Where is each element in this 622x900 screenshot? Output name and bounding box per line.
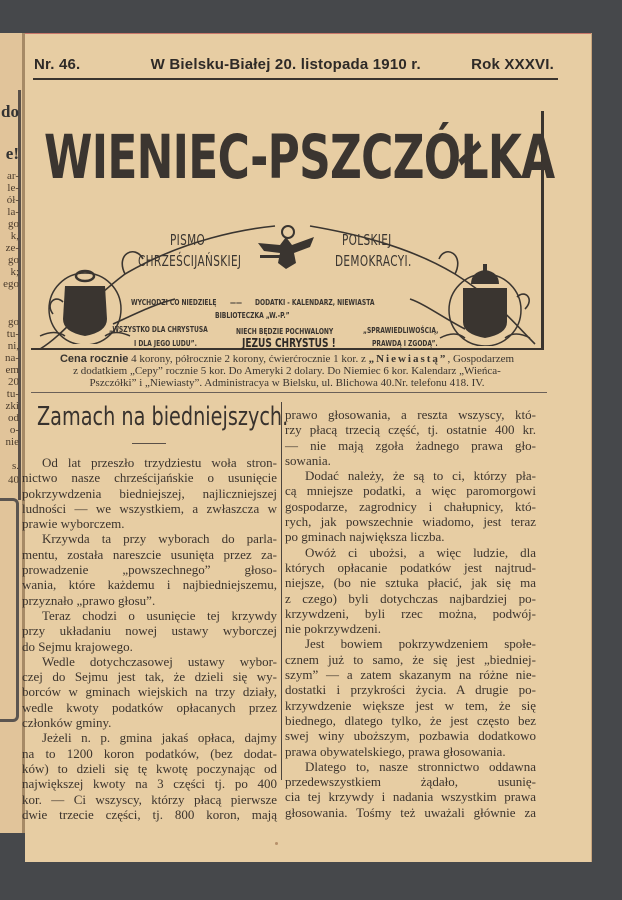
- adjacent-page-fragment: em: [5, 364, 19, 376]
- motto-right-2: PRAWDĄ I ZGODĄ”.: [372, 339, 438, 348]
- adjacent-page-fragment: go: [8, 316, 19, 328]
- article-line: wedle kwoty podatków opłacanych przez: [22, 699, 277, 715]
- article-line: — nie mają zgoła żadnego prawa gło-: [285, 437, 536, 453]
- article-line: prawie wyborczem.: [22, 516, 125, 532]
- adjacent-page-fragment: tu-: [6, 388, 19, 400]
- article-line: kor. — Ci wszyscy, którzy płacą pierwsze: [22, 791, 277, 807]
- adjacent-page-fragment: tu-: [6, 328, 19, 340]
- article-line: do Sejmu krajowego.: [22, 638, 133, 654]
- article-line: przedewszystkiem żądało, usunię-: [285, 774, 536, 790]
- article-line: cą mniejsze podatki, a więc paromorgowi: [285, 483, 536, 499]
- motto-center-2: JEZUS CHRYSTUS !: [242, 336, 336, 350]
- adjacent-page-strip: [0, 33, 24, 833]
- adjacent-page-fragment: ni,: [7, 340, 19, 352]
- header-rule: [33, 78, 558, 80]
- article-line: mentu, została nareszcie usunięta przez za-: [22, 546, 277, 562]
- article-line: szym” — a zatem skazanym na różne nie-: [285, 667, 536, 683]
- adjacent-page-fragment: 20: [8, 376, 19, 388]
- article-line: po gminach największa liczba.: [285, 529, 445, 545]
- article-line: biednego, dlatego tylko, że jest często bez: [285, 712, 536, 728]
- adjacent-page-fragment: go: [8, 218, 19, 230]
- adjacent-page-fragment: e!: [5, 144, 19, 163]
- article-line: członków gminy.: [22, 715, 112, 731]
- article-line: dwie trzecie części, tj. 800 koron, mają: [22, 806, 277, 822]
- price-rule: [31, 392, 547, 393]
- article-line: cznem już to samo, że się jest „biedniej-: [285, 651, 536, 667]
- motto-left-1: „WSZYSTKO DLA CHRYSTUSA: [109, 325, 208, 334]
- adjacent-page-ornament: [0, 498, 19, 722]
- article-line: krzywdzeni, byli rzec można, podwój-: [285, 605, 536, 621]
- article-line: swej winy uboższym, pozbawia dodatkowo: [285, 728, 536, 744]
- article-line: rzy płacą trzecią część, tj. ostatnie 400 kr.: [285, 422, 536, 438]
- article-line: Owóż ci ubożsi, a więc ludzie, dla: [305, 544, 536, 560]
- adjacent-page-fragment: ze-: [5, 242, 19, 254]
- article-line: sowania.: [285, 452, 331, 468]
- article-line: Od lat przeszło trzydziestu woła stron-: [42, 455, 277, 470]
- coat-of-arms-icon: [35, 264, 135, 344]
- adjacent-page-fragment: zki: [5, 400, 19, 412]
- article-line: Wedle dotychczasowej ustawy wybor-: [42, 653, 277, 669]
- subtitle-left-1: PISMO: [170, 231, 206, 249]
- article-line: prawo głosowania, a reszta wszyscy, któ-: [285, 407, 536, 422]
- adjacent-page-fragment: 40: [8, 474, 19, 486]
- motto-right-1: „SPRAWIEDLIWOŚCIĄ,: [363, 326, 439, 335]
- article-line: prowadzenie „powszechnego” głoso-: [22, 562, 277, 578]
- headline-rule: [132, 443, 166, 444]
- article-line: Jeżeli n. p. gmina jakaś opłaca, dajmy: [42, 730, 277, 746]
- adjacent-page-fragment: nie: [5, 436, 19, 448]
- adjacent-page-fragment: ego: [3, 278, 19, 290]
- article-line: cia tej krzywdy i nadania wszystkim prawa: [285, 789, 536, 805]
- article-line: największej kwoty na 3 części tj. po 400: [22, 776, 277, 792]
- subscription-line-3: Pszczółki” i „Niewiasty”. Administracya w Bielsku, ul. Blichowa 40.Nr. telefonu 418. IV.: [89, 377, 485, 389]
- subscription-line-2: z dodatkiem „Cepy” rocznie 5 kor. Do Ameryki 2 dolary. Do Niemiec 6 kor. Kalendarz „Wieńca-: [73, 365, 501, 377]
- supplements: DODATKI - KALENDARZ, NIEWIASTA: [255, 298, 375, 307]
- adjacent-page-fragment: le-: [7, 182, 19, 194]
- article-line: na to 1200 koron podatków, (bez dodat-: [22, 745, 277, 761]
- article-line: Dodać należy, że są to ci, którzy pła-: [305, 468, 536, 484]
- article-line: przy układaniu nowej ustawy wyborczej: [22, 623, 277, 639]
- adjacent-page-fragment: s.: [11, 460, 19, 472]
- subscription-info: [29, 353, 545, 389]
- motto-left-2: I DLA JEGO LUDU”.: [134, 339, 197, 348]
- article-line: Krzywda ta przy wyborach do parla-: [42, 531, 277, 547]
- subscription-line-1: Cena rocznie 4 korony, półrocznie 2 korony, ćwierćrocznie 1 kor. z „Niewiastą”, Gospodarzem: [59, 353, 515, 365]
- adjacent-page-fragment: k;: [10, 266, 19, 278]
- newspaper-page: [22, 33, 591, 862]
- crowned-coat-of-arms-icon: [435, 262, 535, 346]
- subtitle-left-2: CHRZEŚCIJAŃSKIEJ: [138, 252, 242, 270]
- place-date: W Bielsku-Białej 20. listopada 1910 r.: [150, 56, 421, 73]
- column-divider: [281, 402, 282, 780]
- paper-speck: [275, 842, 278, 845]
- article-line: ków) to dzieli się tę kwotę poczynając od: [22, 760, 277, 776]
- adjacent-page-fragment: na-: [4, 352, 19, 364]
- article-line: głosowania. Tośmy też uważali głównie za: [285, 804, 536, 820]
- article-line: których opłacanie podatków jest najtrud-: [285, 559, 536, 575]
- article-line: z czego) byli dotychczas najbardziej po-: [285, 590, 536, 606]
- eagle-emblem-icon: [250, 223, 320, 273]
- article-line: czej do Sejmu jest tak, że dzieli się wy-: [22, 669, 277, 685]
- article-line: prawa obywatelskiego, prawa głosowania.: [285, 743, 506, 759]
- masthead: [34, 56, 554, 73]
- article-line: Jest bowiem pokrzywdzeniem społe-: [305, 636, 536, 652]
- adjacent-page-fragment: go: [8, 254, 19, 266]
- article-line: nictwo nasze chrześcijańskie o usunięcie: [22, 470, 277, 486]
- article-line: dostatki i przykrości życia. A drugie po-: [285, 682, 536, 698]
- newspaper-title: WIENIEC-PSZCZÓŁKA: [44, 122, 555, 193]
- article-line: nie pokrzywdzeni.: [285, 621, 382, 637]
- article-line: ludności — we wszystkiem, a zwłaszcza w: [22, 500, 277, 516]
- issue-number: Nr. 46.: [34, 56, 81, 73]
- adjacent-page-fragment: od: [8, 412, 19, 424]
- subtitle-right-2: DEMOKRACYI.: [335, 252, 412, 270]
- subtitle-right-1: POLSKIEJ: [342, 231, 392, 249]
- motto-center-1: NIECH BĘDZIE POCHWALONY: [236, 327, 334, 336]
- article-line: gospodarze, zagrodnicy i chałupnicy, któ-: [285, 498, 536, 514]
- article-line: rych, jak powszechnie wiadomo, jest teraz: [285, 514, 536, 530]
- article-line: niejsze, (bo nie sztuka płacić, jak się ma: [285, 575, 536, 591]
- adjacent-page-fragment: o-: [9, 424, 19, 436]
- volume-year: Rok XXXVI.: [471, 56, 554, 73]
- adjacent-page-fragment: ół-: [6, 194, 19, 206]
- article-column-right: [285, 407, 536, 820]
- supplements-library: BIBLIOTECZKA „W.-P.”: [215, 311, 290, 320]
- adjacent-page-fragment: k,: [10, 230, 19, 242]
- article-column-left: [22, 455, 277, 822]
- article-line: krzywdzenie większe jest w tem, że się: [285, 697, 536, 713]
- adjacent-page-fragment: ar-: [7, 170, 19, 182]
- article-line: przyznało „prawo głosu”.: [22, 592, 156, 608]
- article-headline: Zamach na biedniejszych.: [37, 402, 289, 432]
- separator-dash: ——: [230, 298, 242, 307]
- article-line: wania, które każdemu i najbiedniejszemu,: [22, 577, 277, 593]
- article-line: borców w gminach wiejskich na trzy działy,: [22, 684, 277, 700]
- article-line: Teraz chodzi o usunięcie tej krzywdy: [42, 607, 277, 623]
- article-line: pokrzywdzenia biedniejszej, najliczniejszej: [22, 485, 277, 501]
- adjacent-page-fragment: la-: [7, 206, 19, 218]
- adjacent-page-fragment: do: [1, 102, 19, 121]
- publishing-frequency: WYCHODZI CO NIEDZIELĘ: [131, 298, 217, 307]
- article-line: Dlatego to, nasze stronnictwo oddawna: [305, 758, 536, 774]
